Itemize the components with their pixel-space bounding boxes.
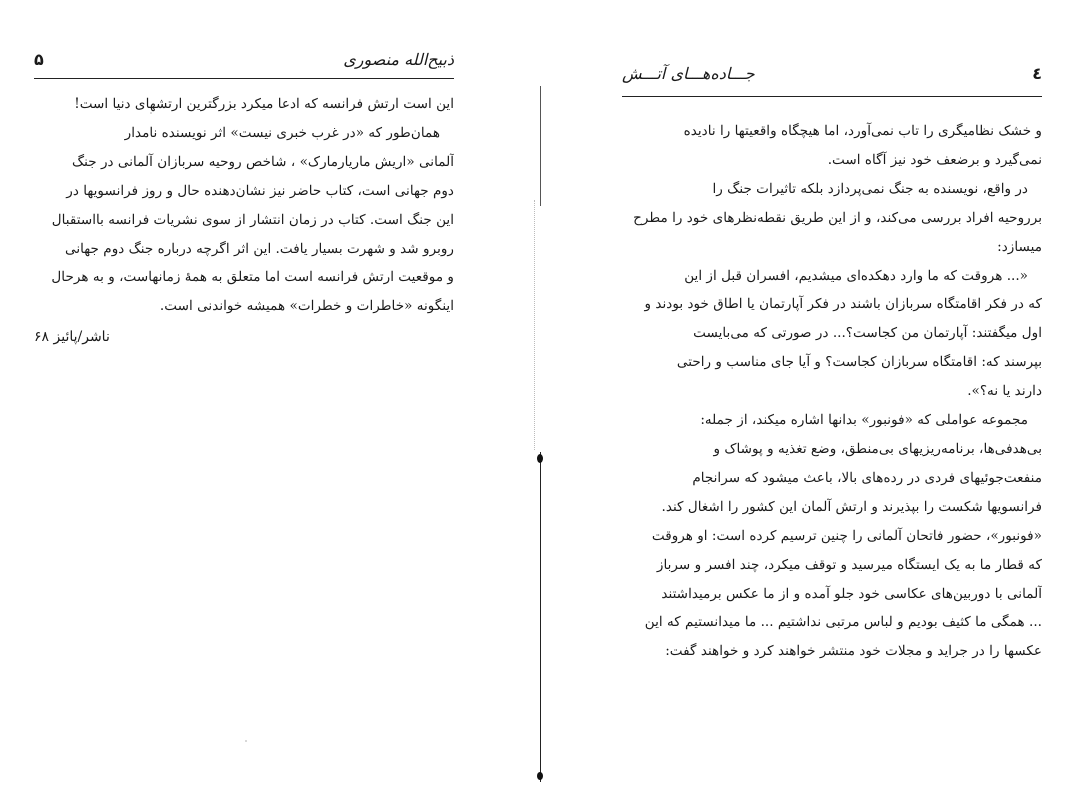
right-page-header — [622, 64, 1042, 83]
left-page-body — [34, 90, 454, 352]
left-line-6: روبرو شد و شهرت بسیار یافت. این اثر اگرچه درباره جنگ دوم جهانی — [65, 240, 454, 257]
left-header-rule — [34, 78, 454, 79]
left-line-8: اینگونه «خاطرات و خطرات» همیشه خواندنی است. — [159, 298, 454, 315]
left-line-1: این است ارتش فرانسه که ادعا میکرد بزرگترین ارتشهای دنیا است! — [74, 96, 454, 112]
right-line-4: برروحیه افراد بررسی می‌کند، و از این طریق نقطه‌نظرهای خود را مطرح — [633, 209, 1042, 226]
right-line-7: که در فکر اقامتگاه سربازان باشند در فکر آپارتمان یا اطاق خود بودند و — [644, 296, 1042, 313]
right-line-18: ... همگی ما کثیف بودیم و لباس مرتبی نداشتیم ... ما میدانستیم که این — [644, 614, 1042, 631]
right-line-3: در واقع، نویسنده به جنگ نمی‌پردازد بلکه تاثیرات جنگ را — [712, 180, 1028, 197]
right-line-14: فرانسویها شکست را بپذیرند و ارتش آلمان این کشور را اشغال کند. — [661, 498, 1042, 515]
left-line-7: و موقعیت ارتش فرانسه است اما متعلق به همهٔ زمانهاست، و به هرحال — [51, 269, 454, 286]
right-line-16: که قطار ما به یک ایستگاه میرسید و توقف میکرد، چند افسر و سرباز — [656, 556, 1042, 573]
right-page — [534, 0, 1068, 803]
left-page-header — [34, 50, 454, 69]
right-line-8: اول میگفتند: آپارتمان من کجاست؟... در صورتی که می‌بایست — [693, 325, 1042, 342]
left-running-title: ذبیح‌الله منصوری — [343, 50, 454, 69]
right-page-number: ٤ — [1032, 64, 1042, 83]
right-line-19: عکسها را در جراید و مجلات خود منتشر خواهند کرد و خواهند گفت: — [665, 643, 1042, 660]
left-line-4: دوم جهانی است، کتاب حاضر نیز نشان‌دهنده حال و روز فرانسویها در — [66, 182, 454, 199]
right-line-12: بی‌هدفی‌ها، برنامه‌ریزیهای بی‌منطق، وضع تغذیه و پوشاک و — [713, 440, 1042, 457]
right-line-15: «فونبور»، حضور فاتحان آلمانی را چنین ترسیم کرده است: او هروقت — [651, 527, 1042, 544]
right-line-13: منفعت‌جوئیهای فردی در رده‌های بالا، باعث میشود که سرانجام — [692, 469, 1042, 486]
right-header-rule — [622, 96, 1042, 97]
publisher-signature: ناشر/پائیز ۶۸ — [34, 329, 110, 346]
right-line-10: دارند یا نه؟». — [967, 383, 1042, 400]
left-page-number: ۵ — [34, 50, 44, 69]
left-line-5: این جنگ است. کتاب در زمان انتشار از سوی نشریات فرانسه بااستقبال — [51, 211, 454, 228]
scan-speck — [245, 740, 247, 742]
left-line-3: آلمانی «اریش ماریارمارک» ، شاخص روحیه سربازان آلمانی در جنگ — [71, 153, 454, 170]
scan-speck — [150, 112, 152, 114]
left-line-2: همان‌طور که «در غرب خبری نیست» اثر نویسنده نامدار — [124, 124, 440, 141]
right-line-2: نمی‌گیرد و برضعف خود نیز آگاه است. — [827, 151, 1042, 168]
right-line-5: میسازد: — [997, 238, 1042, 255]
right-page-body — [622, 117, 1042, 666]
right-line-9: بپرسند که: اقامتگاه سربازان کجاست؟ و آیا جای مناسب و راحتی — [676, 354, 1042, 371]
right-line-11: مجموعه عواملی که «فونبور» بدانها اشاره میکند، از جمله: — [700, 412, 1028, 429]
right-line-17: آلمانی با دوربین‌های عکاسی خود جلو آمده و از ما عکس برمیداشتند — [661, 585, 1042, 602]
right-line-1: و خشک نظامیگری را تاب نمی‌آورد، اما هیچگاه واقعیتها را نادیده — [683, 123, 1042, 139]
right-running-title: جـــاده‌هـــای آتـــش — [622, 64, 755, 83]
right-line-6: «... هروقت که ما وارد دهکده‌ای میشدیم، افسران قبل از این — [684, 267, 1028, 284]
